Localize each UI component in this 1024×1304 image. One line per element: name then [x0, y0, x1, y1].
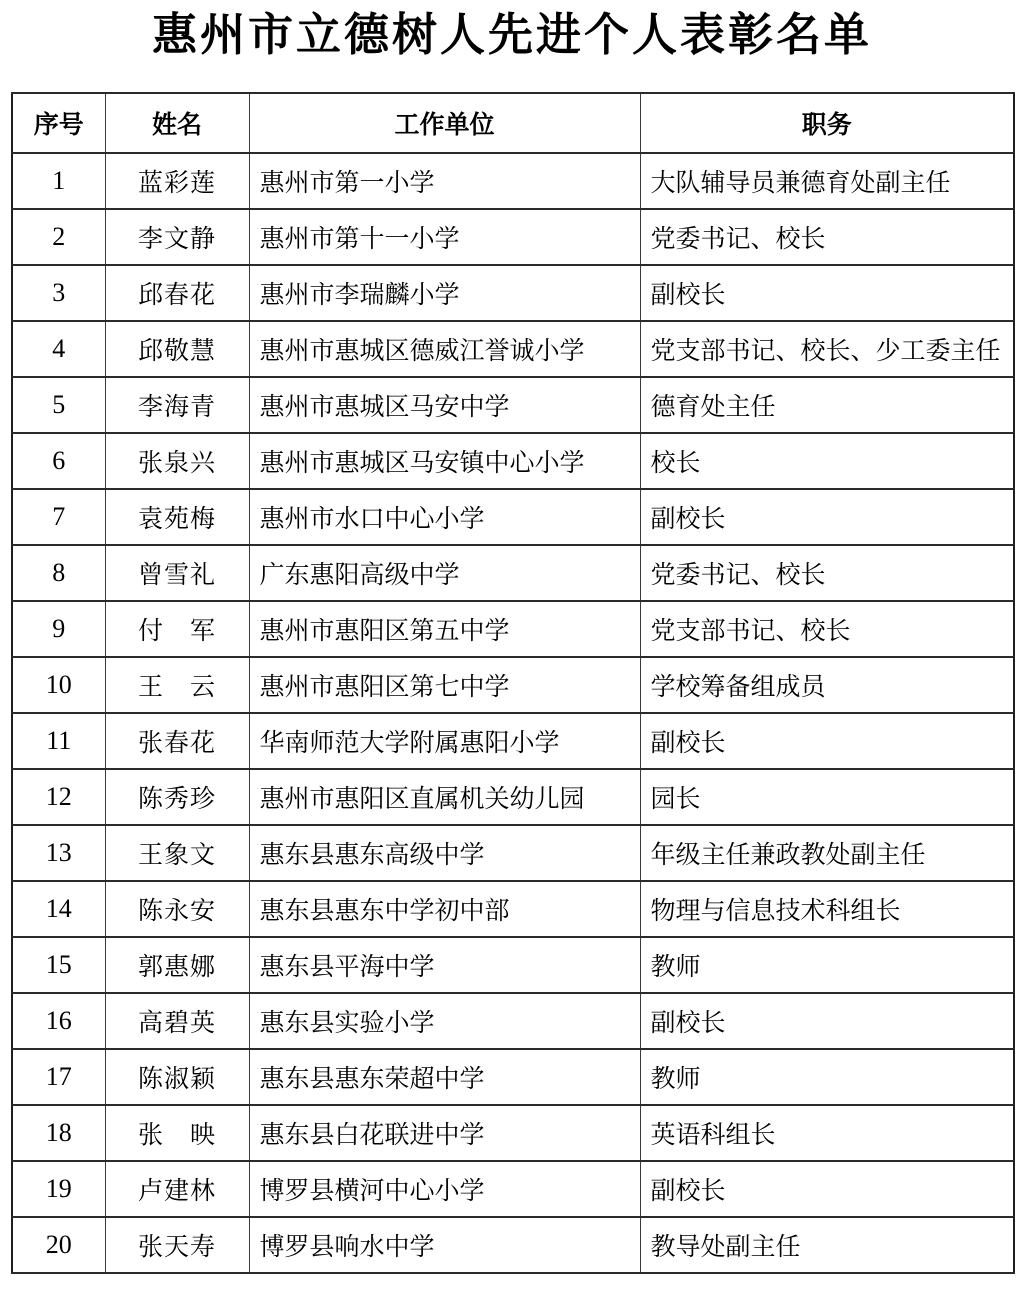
column-header-name: 姓名 — [105, 93, 249, 153]
cell-unit: 广东惠阳高级中学 — [249, 545, 640, 601]
table-row — [12, 993, 1014, 1049]
cell-unit: 惠州市第一小学 — [249, 153, 640, 209]
cell-name: 张春花 — [105, 713, 249, 769]
cell-unit: 惠州市惠城区马安镇中心小学 — [249, 433, 640, 489]
cell-no: 9 — [12, 601, 105, 657]
cell-no: 2 — [12, 209, 105, 265]
cell-name: 张 映 — [105, 1105, 249, 1161]
cell-no: 10 — [12, 657, 105, 713]
cell-position: 英语科组长 — [640, 1105, 1014, 1161]
cell-name: 曾雪礼 — [105, 545, 249, 601]
table-row — [12, 769, 1014, 825]
cell-name: 郭惠娜 — [105, 937, 249, 993]
column-header-no: 序号 — [12, 93, 105, 153]
cell-unit: 惠州市第十一小学 — [249, 209, 640, 265]
cell-no: 17 — [12, 1049, 105, 1105]
cell-position: 学校筹备组成员 — [640, 657, 1014, 713]
cell-no: 3 — [12, 265, 105, 321]
cell-name: 王象文 — [105, 825, 249, 881]
cell-unit: 博罗县横河中心小学 — [249, 1161, 640, 1217]
cell-unit: 惠东县惠东高级中学 — [249, 825, 640, 881]
cell-position: 大队辅导员兼德育处副主任 — [640, 153, 1014, 209]
cell-position: 党委书记、校长 — [640, 209, 1014, 265]
cell-unit: 惠州市惠城区德威江誉诚小学 — [249, 321, 640, 377]
table-row — [12, 321, 1014, 377]
cell-no: 8 — [12, 545, 105, 601]
table-row — [12, 825, 1014, 881]
cell-position: 教师 — [640, 937, 1014, 993]
table-row — [12, 489, 1014, 545]
column-header-position: 职务 — [640, 93, 1014, 153]
cell-no: 6 — [12, 433, 105, 489]
cell-position: 年级主任兼政教处副主任 — [640, 825, 1014, 881]
cell-name: 袁苑梅 — [105, 489, 249, 545]
cell-name: 张天寿 — [105, 1217, 249, 1273]
table-row — [12, 433, 1014, 489]
cell-name: 蓝彩莲 — [105, 153, 249, 209]
cell-position: 校长 — [640, 433, 1014, 489]
cell-unit: 惠州市李瑞麟小学 — [249, 265, 640, 321]
cell-name: 陈淑颖 — [105, 1049, 249, 1105]
cell-position: 副校长 — [640, 993, 1014, 1049]
cell-unit: 华南师范大学附属惠阳小学 — [249, 713, 640, 769]
cell-name: 卢建林 — [105, 1161, 249, 1217]
table-row — [12, 1161, 1014, 1217]
cell-position: 教导处副主任 — [640, 1217, 1014, 1273]
cell-position: 党支部书记、校长 — [640, 601, 1014, 657]
cell-unit: 博罗县响水中学 — [249, 1217, 640, 1273]
table-header-row — [12, 93, 1014, 153]
cell-unit: 惠东县实验小学 — [249, 993, 640, 1049]
cell-name: 李文静 — [105, 209, 249, 265]
table-row — [12, 545, 1014, 601]
table-row — [12, 601, 1014, 657]
cell-name: 陈永安 — [105, 881, 249, 937]
cell-no: 15 — [12, 937, 105, 993]
cell-name: 陈秀珍 — [105, 769, 249, 825]
cell-name: 邱春花 — [105, 265, 249, 321]
table-row — [12, 937, 1014, 993]
table-row — [12, 881, 1014, 937]
cell-unit: 惠州市水口中心小学 — [249, 489, 640, 545]
cell-position: 副校长 — [640, 1161, 1014, 1217]
cell-no: 18 — [12, 1105, 105, 1161]
table-row — [12, 265, 1014, 321]
cell-no: 20 — [12, 1217, 105, 1273]
page-title: 惠州市立德树人先进个人表彰名单 — [151, 10, 872, 60]
cell-position: 教师 — [640, 1049, 1014, 1105]
column-header-unit: 工作单位 — [249, 93, 640, 153]
table-row — [12, 657, 1014, 713]
cell-name: 高碧英 — [105, 993, 249, 1049]
table-row — [12, 209, 1014, 265]
cell-position: 物理与信息技术科组长 — [640, 881, 1014, 937]
cell-unit: 惠东县惠东荣超中学 — [249, 1049, 640, 1105]
cell-position: 党委书记、校长 — [640, 545, 1014, 601]
cell-no: 5 — [12, 377, 105, 433]
cell-unit: 惠州市惠城区马安中学 — [249, 377, 640, 433]
cell-position: 副校长 — [640, 489, 1014, 545]
cell-unit: 惠东县平海中学 — [249, 937, 640, 993]
cell-name: 付 军 — [105, 601, 249, 657]
cell-name: 张泉兴 — [105, 433, 249, 489]
cell-no: 19 — [12, 1161, 105, 1217]
cell-no: 7 — [12, 489, 105, 545]
cell-unit: 惠东县惠东中学初中部 — [249, 881, 640, 937]
cell-no: 13 — [12, 825, 105, 881]
cell-unit: 惠东县白花联进中学 — [249, 1105, 640, 1161]
table-row — [12, 377, 1014, 433]
cell-position: 党支部书记、校长、少工委主任 — [640, 321, 1014, 377]
cell-position: 园长 — [640, 769, 1014, 825]
cell-no: 1 — [12, 153, 105, 209]
table-row — [12, 1217, 1014, 1273]
table-row — [12, 153, 1014, 209]
cell-unit: 惠州市惠阳区第五中学 — [249, 601, 640, 657]
cell-position: 德育处主任 — [640, 377, 1014, 433]
cell-position: 副校长 — [640, 265, 1014, 321]
cell-unit: 惠州市惠阳区第七中学 — [249, 657, 640, 713]
cell-position: 副校长 — [640, 713, 1014, 769]
commendation-table — [11, 92, 1015, 1274]
cell-no: 14 — [12, 881, 105, 937]
table-row — [12, 713, 1014, 769]
cell-no: 4 — [12, 321, 105, 377]
cell-no: 11 — [12, 713, 105, 769]
cell-name: 王 云 — [105, 657, 249, 713]
cell-name: 邱敬慧 — [105, 321, 249, 377]
cell-no: 16 — [12, 993, 105, 1049]
cell-unit: 惠州市惠阳区直属机关幼儿园 — [249, 769, 640, 825]
cell-no: 12 — [12, 769, 105, 825]
cell-name: 李海青 — [105, 377, 249, 433]
table-row — [12, 1049, 1014, 1105]
table-row — [12, 1105, 1014, 1161]
